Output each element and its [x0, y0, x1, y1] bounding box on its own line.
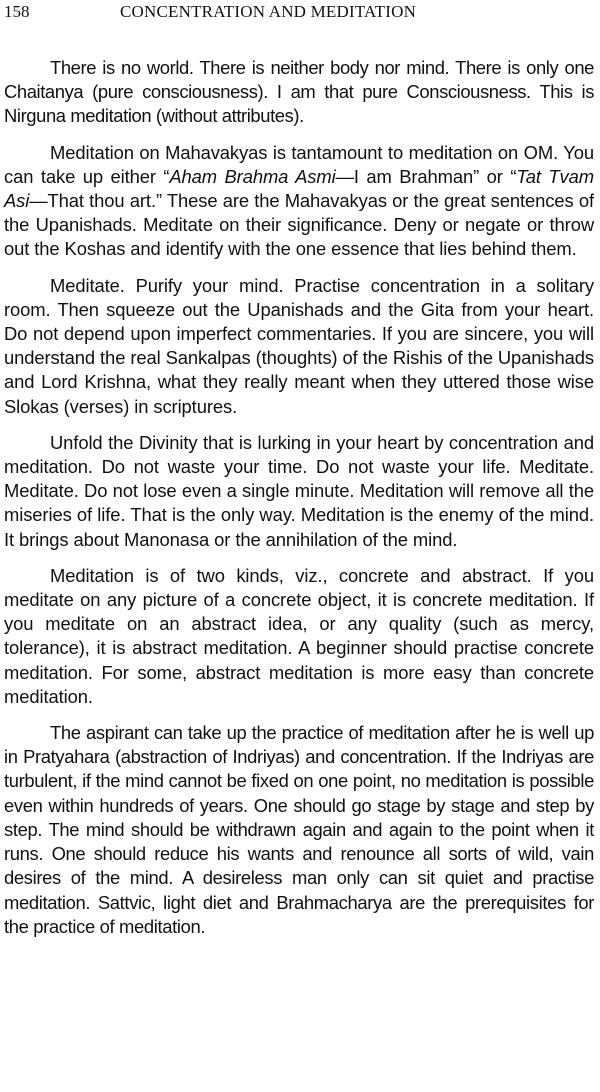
italic-phrase: Tat Tvam Asi — [4, 165, 594, 212]
text-run: —I am Brahman” or “ — [335, 165, 517, 187]
paragraph — [4, 141, 594, 262]
italic-phrase: Aham Brahma Asmi — [169, 165, 336, 187]
text-run: Meditate. Purify your mind. Practise concentration in a solitary room. Then squeeze out the Upanishads and the Gita from your heart. Do not depend upon imperfect commentaries. If you are sincere, you will understand the real Sankalpas (thoughts) of the Rishis of the Upanishads and Lord Krishna, what they really meant when they uttered those wise Slokas (verses) in scriptures. — [4, 274, 594, 417]
paragraph — [4, 721, 594, 939]
text-run: The aspirant can take up the practice of meditation after he is well up in Pratyahara (abstraction of Indriyas) and concentration. If the Indriyas are turbulent, if the mind cannot be fixed on one point, no meditation is possible even within hundreds of years. One should go stage by stage and step by step. The mind should be withdrawn again and again to the point when it runs. One should reduce his wants and renounce all sorts of wild, vain desires of the mind. A desireless man only can sit quiet and practise meditation. Sattvic, light diet and Brahmacharya are the prerequisites for the practice of meditation. — [4, 722, 594, 937]
body-text — [4, 56, 594, 951]
paragraph — [4, 56, 594, 129]
paragraph — [4, 431, 594, 552]
text-run: —That thou art.” These are the Mahavakyas or the great sentences of the Upanishads. Meditate on their significance. Deny or negate or throw out the Koshas and identify with the one essence that lies behind them. — [4, 190, 594, 260]
text-run: Meditation is of two kinds, viz., concrete and abstract. If you meditate on any picture of a concrete object, it is concrete meditation. If you meditate on an abstract idea, or any quality (such as mercy, tolerance), it is abstract meditation. A beginner should practise concrete meditation. For some, abstract meditation is more easy than concrete meditation. — [4, 564, 594, 707]
text-run: There is no world. There is neither body nor mind. There is only one Chaitanya (pure consciousness). I am that pure Consciousness. This is Nirguna meditation (without attributes). — [4, 57, 594, 127]
paragraph — [4, 274, 594, 419]
text-run: Meditation on Mahavakyas is tantamount to meditation on OM. You can take up either “ — [4, 141, 594, 187]
paragraph — [4, 564, 594, 709]
text-run: Unfold the Divinity that is lurking in your heart by concentration and meditation. Do not waste your time. Do not waste your life. Meditate. Meditate. Do not lose even a single minute. Meditation will remove all the miseries of life. That is the only way. Meditation is the enemy of the mind. It brings about Manonasa or the annihilation of the mind. — [4, 431, 594, 550]
page-number: 158 — [4, 2, 30, 21]
running-title: CONCENTRATION AND MEDITATION — [120, 2, 417, 21]
running-header — [4, 1, 596, 25]
